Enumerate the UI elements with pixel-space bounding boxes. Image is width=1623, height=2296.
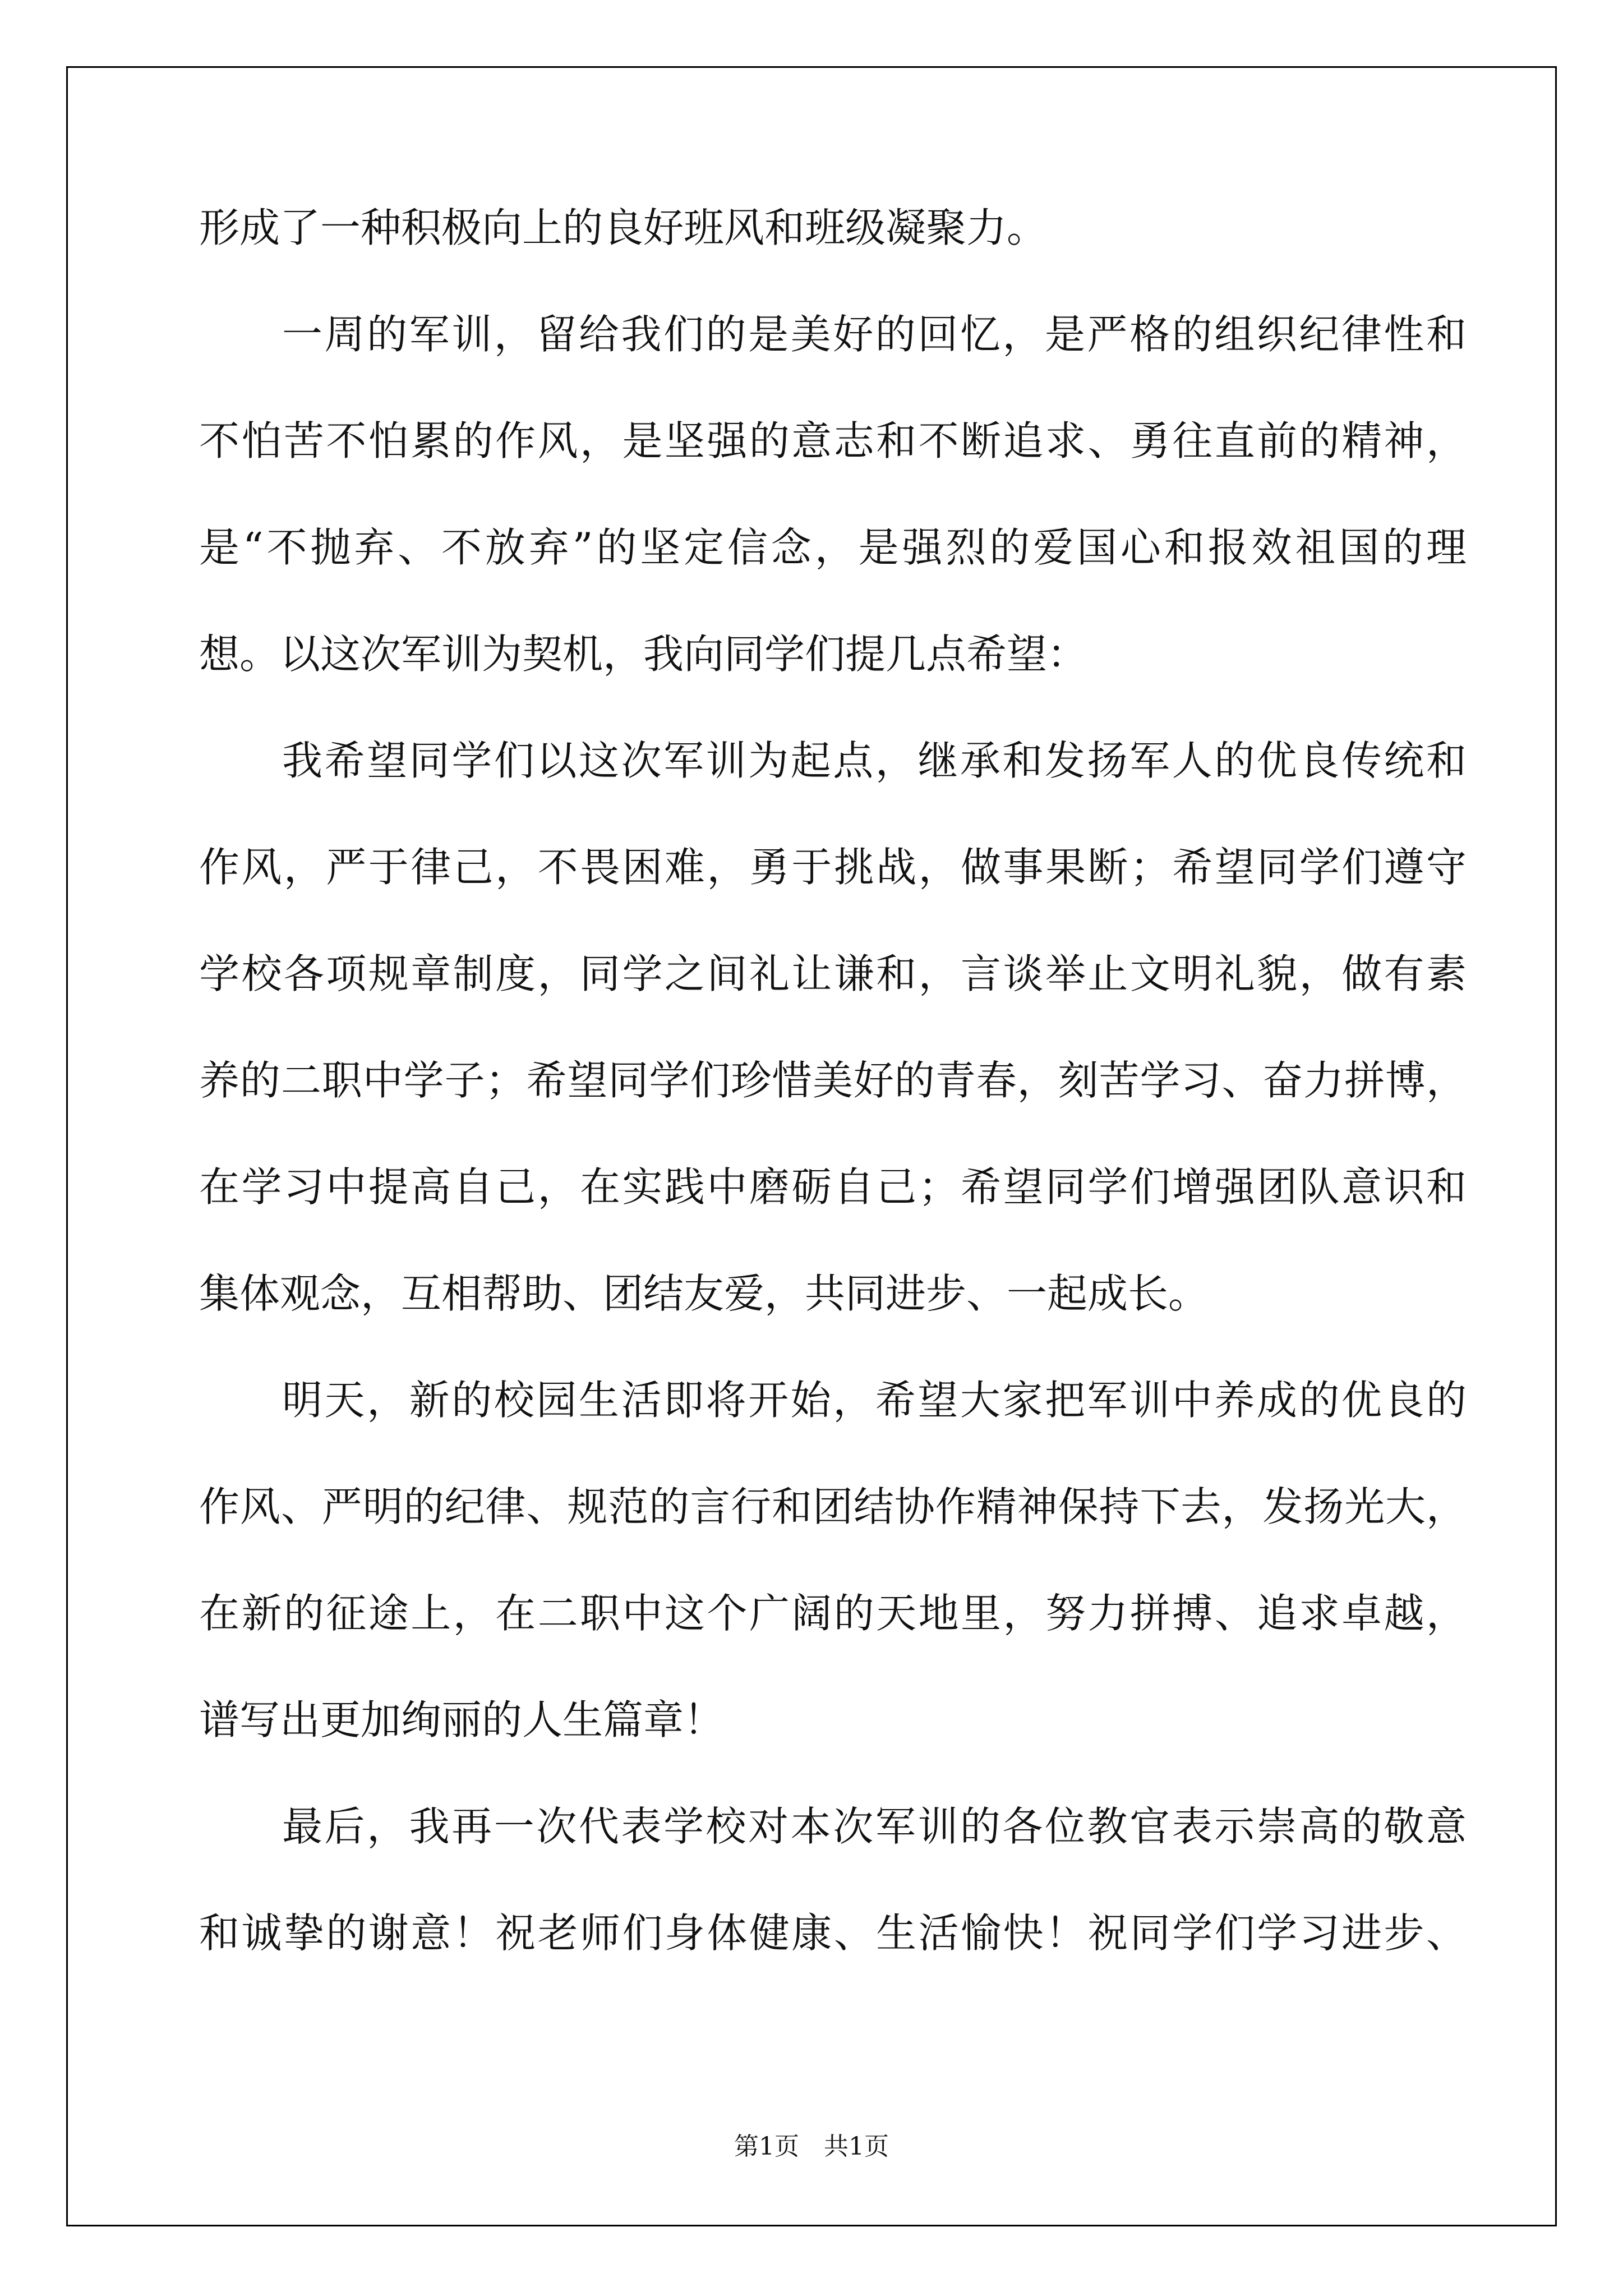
text-line: 在学习中提高自己，在实践中磨砺自己；希望同学们增强团队意识和 (199, 1163, 1467, 1211)
text-line: 最后，我再一次代表学校对本次军训的各位教官表示崇高的敬意 (282, 1803, 1467, 1850)
text-line: 我希望同学们以这次军训为起点，继承和发扬军人的优良传统和 (282, 737, 1467, 784)
page-footer: 第1页 共1页 (734, 2132, 889, 2161)
text-line: 谱写出更加绚丽的人生篇章！ (199, 1696, 725, 1743)
text-line: 明天，新的校园生活即将开始，希望大家把军训中养成的优良的 (282, 1377, 1467, 1424)
text-line: 养的二职中学子；希望同学们珍惜美好的青春，刻苦学习、奋力拼博， (199, 1057, 1467, 1104)
text-line: 不怕苦不怕累的作风，是坚强的意志和不断追求、勇往直前的精神， (199, 417, 1467, 464)
text-line: 和诚挚的谢意！祝老师们身体健康、生活愉快！祝同学们学习进步、 (199, 1910, 1467, 1957)
text-line: 一周的军训，留给我们的是美好的回忆，是严格的组织纪律性和 (282, 311, 1467, 358)
text-line: 作风，严于律己，不畏困难，勇于挑战，做事果断；希望同学们遵守 (199, 844, 1467, 891)
text-line: 学校各项规章制度，同学之间礼让谦和，言谈举止文明礼貌，做有素 (199, 950, 1467, 997)
text-line: 形成了一种积极向上的良好班风和班级凝聚力。 (199, 204, 1048, 251)
text-line: 在新的征途上，在二职中这个广阔的天地里，努力拼搏、追求卓越， (199, 1590, 1467, 1637)
text-line: 作风、严明的纪律、规范的言行和团结协作精神保持下去，发扬光大， (199, 1483, 1467, 1530)
text-line: 是“不抛弃、不放弃”的坚定信念，是强烈的爱国心和报效祖国的理 (199, 524, 1467, 571)
document-body (199, 204, 1467, 2019)
text-line: 想。以这次军训为契机，我向同学们提几点希望： (199, 631, 1088, 678)
text-line: 集体观念，互相帮助、团结友爱，共同进步、一起成长。 (199, 1270, 1209, 1317)
